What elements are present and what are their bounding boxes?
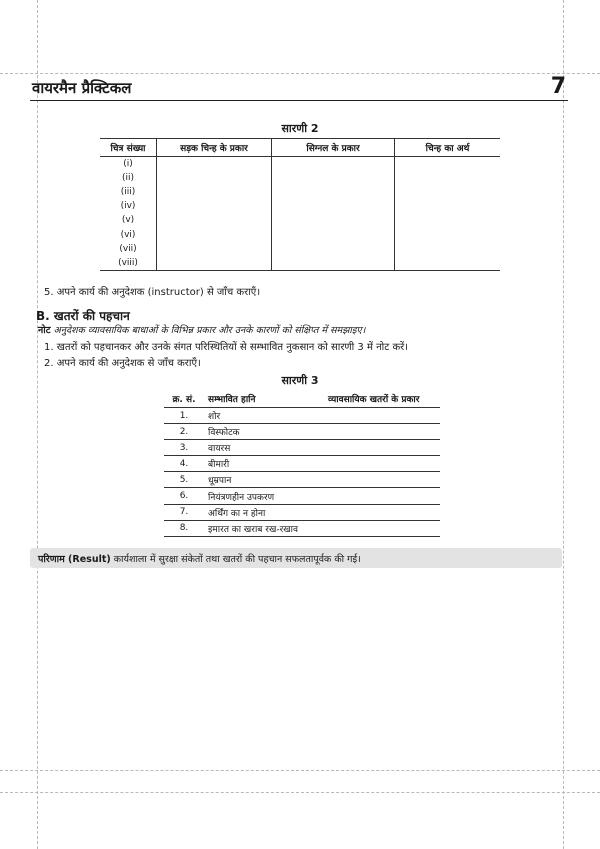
table2-cell-fig: (iii)	[120, 187, 136, 198]
table2-cell-meaning[interactable]	[395, 171, 501, 185]
table-row	[100, 171, 500, 185]
step-b2-text: 2. अपने कार्य की अनुदेशक से जाँच कराएँ।	[44, 358, 201, 369]
table-row	[100, 157, 500, 172]
table3-col-type: व्यावसायिक खतरों के प्रकार	[328, 390, 440, 408]
crop-guide-top	[0, 73, 600, 74]
result-label: परिणाम (Result)	[38, 554, 111, 565]
table-row	[100, 227, 500, 241]
crop-guide-right	[563, 0, 564, 849]
table3-caption: सारणी 3	[281, 374, 319, 387]
table-row	[100, 185, 500, 199]
table-row	[164, 424, 440, 440]
table-row	[100, 242, 500, 256]
table2-cell-road-sign[interactable]	[157, 227, 272, 241]
table3	[164, 390, 440, 537]
table3-cell-hazard: धूम्रपान	[204, 472, 328, 488]
crop-guide-left	[37, 0, 38, 849]
table2-cell-meaning[interactable]	[395, 213, 501, 227]
table2-cell-meaning[interactable]	[395, 242, 501, 256]
table2-cell-signal[interactable]	[272, 157, 395, 172]
table3-cell-type[interactable]	[328, 504, 440, 520]
table2-cell-road-sign[interactable]	[157, 157, 272, 172]
result-text	[38, 552, 361, 565]
table3-cell-serial: 3.	[164, 440, 204, 456]
table2-cell-signal[interactable]	[272, 256, 395, 271]
table2-caption: सारणी 2	[281, 122, 319, 135]
table2-cell-road-sign[interactable]	[157, 256, 272, 271]
table2-cell-fig: (i)	[123, 159, 133, 170]
table3-header-row	[164, 390, 440, 408]
table2-cell-meaning[interactable]	[395, 227, 501, 241]
table2	[100, 138, 500, 271]
table2-cell-road-sign[interactable]	[157, 171, 272, 185]
result-body: कार्यशाला में सुरक्षा संकेतों तथा खतरों की पहचान सफलतापूर्वक की गई।	[110, 554, 361, 565]
table3-cell-serial: 4.	[164, 456, 204, 472]
table2-cell-road-sign[interactable]	[157, 213, 272, 227]
table3-cell-hazard: इमारत का खराब रख-रखाव	[204, 520, 328, 536]
table-row	[164, 504, 440, 520]
section-b-heading: B. खतरों की पहचान	[36, 309, 130, 323]
table3-cell-hazard: बीमारी	[204, 456, 328, 472]
header-rule	[30, 100, 568, 101]
table3-cell-type[interactable]	[328, 488, 440, 504]
page-number: 7	[550, 74, 566, 99]
page-header	[30, 74, 568, 100]
table3-cell-serial: 2.	[164, 424, 204, 440]
table3-cell-type[interactable]	[328, 456, 440, 472]
note-body: अनुदेशक व्यावसायिक बाधाओं के विभिन्न प्रकार और उनके कारणों को संक्षिप्त में समझाइए।	[50, 325, 366, 336]
table2-col-signal-type: सिग्नल के प्रकार	[272, 139, 395, 157]
table2-cell-meaning[interactable]	[395, 199, 501, 213]
table2-cell-fig: (ii)	[121, 173, 135, 184]
table3-cell-type[interactable]	[328, 424, 440, 440]
table-row	[164, 472, 440, 488]
table2-cell-meaning[interactable]	[395, 157, 501, 172]
crop-guide-bottom	[0, 770, 600, 771]
table-row	[100, 256, 500, 271]
table2-cell-fig: (v)	[121, 215, 135, 226]
table2-cell-fig: (vii)	[119, 243, 137, 254]
table3-cell-serial: 8.	[164, 520, 204, 536]
table3-cell-serial: 5.	[164, 472, 204, 488]
header-title: वायरमैन प्रैक्टिकल	[32, 79, 132, 97]
table3-col-serial: क्र. सं.	[164, 390, 204, 408]
table-row	[100, 199, 500, 213]
table2-header-row	[100, 139, 500, 157]
table-row	[164, 440, 440, 456]
table-row	[164, 456, 440, 472]
table2-col-sign-meaning: चिन्ह का अर्थ	[395, 139, 501, 157]
table2-col-road-sign: सड़क चिन्ह के प्रकार	[157, 139, 272, 157]
table2-cell-signal[interactable]	[272, 227, 395, 241]
step-b1-text: 1. खतरों को पहचानकर और उनके संगत परिस्थितियों से सम्भावित नुकसान को सारणी 3 में नोट करें।	[44, 342, 409, 353]
table2-cell-road-sign[interactable]	[157, 242, 272, 256]
table2-cell-road-sign[interactable]	[157, 199, 272, 213]
table2-cell-fig: (viii)	[100, 256, 157, 271]
note-text	[38, 323, 365, 336]
table3-cell-type[interactable]	[328, 472, 440, 488]
table-row	[100, 213, 500, 227]
result-box	[30, 548, 562, 568]
crop-guide-bottom-outer	[0, 792, 600, 793]
table2-cell-signal[interactable]	[272, 171, 395, 185]
table3-cell-hazard: विस्फोटक	[204, 424, 328, 440]
table2-cell-signal[interactable]	[272, 242, 395, 256]
table-row	[164, 520, 440, 536]
table3-cell-type[interactable]	[328, 408, 440, 424]
table3-cell-hazard: अर्थिंग का न होना	[204, 504, 328, 520]
table3-cell-type[interactable]	[328, 440, 440, 456]
table2-col-fig-no: चित्र संख्या	[100, 139, 157, 157]
table-row	[164, 488, 440, 504]
table2-cell-fig: (iv)	[120, 201, 136, 212]
table3-col-hazard: सम्भावित हानि	[204, 390, 328, 408]
table2-cell-meaning[interactable]	[395, 256, 501, 271]
table3-cell-hazard: नियंत्रणहीन उपकरण	[204, 488, 328, 504]
table2-cell-signal[interactable]	[272, 185, 395, 199]
table3-cell-type[interactable]	[328, 520, 440, 536]
table3-cell-serial: 6.	[164, 488, 204, 504]
table3-cell-serial: 7.	[164, 504, 204, 520]
note-label: नोट	[38, 325, 51, 336]
table3-cell-hazard: शोर	[204, 408, 328, 424]
table2-cell-fig: (vi)	[120, 229, 136, 240]
table3-cell-hazard: वायरस	[204, 440, 328, 456]
table2-cell-signal[interactable]	[272, 199, 395, 213]
table-row	[164, 408, 440, 424]
table3-cell-serial: 1.	[164, 408, 204, 424]
table2-cell-road-sign[interactable]	[157, 185, 272, 199]
table2-cell-meaning[interactable]	[395, 185, 501, 199]
table2-cell-signal[interactable]	[272, 213, 395, 227]
step-5-text: 5. अपने कार्य की अनुदेशक (instructor) से जाँच कराएँ।	[44, 287, 261, 298]
